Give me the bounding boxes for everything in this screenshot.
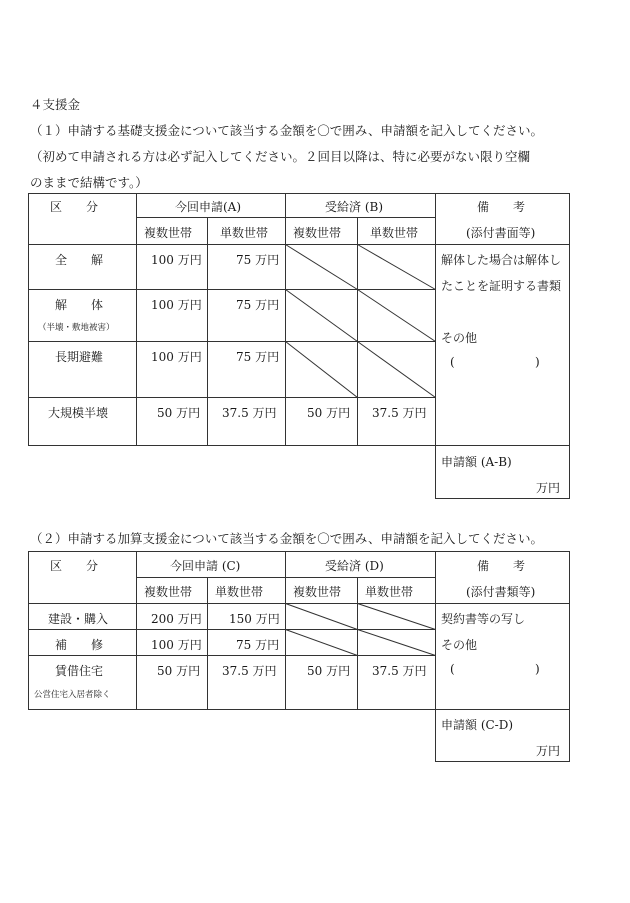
basic-header-category: 区 分 bbox=[50, 200, 99, 214]
additional-row-c-multi: 50 万円 bbox=[157, 664, 201, 678]
additional-amount-unit: 万円 bbox=[536, 744, 561, 758]
basic-remarks-other: その他 bbox=[441, 331, 478, 345]
additional-remarks-line1: 契約書等の写し bbox=[441, 612, 526, 626]
basic-instruction: （１）申請する基礎支援金について該当する金額を〇で囲み、申請額を記入してください。 bbox=[30, 123, 544, 138]
additional-row-c-single: 37.5 万円 bbox=[222, 664, 277, 678]
basic-header-remarks-sub: (添付書面等) bbox=[466, 226, 536, 240]
additional-row-c-single: 75 万円 bbox=[236, 638, 280, 652]
basic-row-a-multi: 50 万円 bbox=[157, 406, 201, 420]
basic-row-a-single: 37.5 万円 bbox=[222, 406, 277, 420]
additional-header-current: 今回申請 (C) bbox=[170, 559, 241, 573]
additional-row-c-single: 150 万円 bbox=[229, 612, 280, 626]
basic-remarks-paren-open: ( bbox=[450, 355, 455, 369]
additional-row-c-multi: 100 万円 bbox=[151, 638, 202, 652]
additional-header-remarks-sub: (添付書類等) bbox=[466, 585, 536, 599]
basic-header-single-a: 単数世帯 bbox=[220, 226, 269, 240]
additional-row-sublabel: 公営住宅入居者除く bbox=[34, 690, 111, 700]
additional-header-multi-c: 複数世帯 bbox=[144, 585, 193, 599]
basic-amount-input[interactable] bbox=[440, 470, 534, 494]
basic-header-single-b: 単数世帯 bbox=[370, 226, 419, 240]
basic-row-a-single: 75 万円 bbox=[236, 350, 280, 364]
section-title: ４支援金 bbox=[30, 97, 81, 112]
additional-header-category: 区 分 bbox=[50, 559, 99, 573]
basic-row-label: 解 体 bbox=[55, 298, 104, 312]
basic-header-received: 受給済 (B) bbox=[325, 200, 383, 214]
additional-amount-input[interactable] bbox=[440, 733, 534, 757]
basic-amount-label: 申請額 (A-B) bbox=[441, 455, 512, 469]
basic-header-multi-b: 複数世帯 bbox=[293, 226, 342, 240]
basic-remarks-paren-close: ) bbox=[535, 355, 540, 369]
additional-remarks-paren-open: ( bbox=[450, 662, 455, 676]
additional-row-label: 補 修 bbox=[55, 638, 104, 652]
additional-amount-label: 申請額 (C-D) bbox=[441, 718, 514, 732]
basic-remarks-line1: 解体した場合は解体し bbox=[441, 253, 562, 267]
basic-remarks-line2: たことを証明する書類 bbox=[441, 279, 562, 293]
basic-header-remarks: 備 考 bbox=[477, 200, 526, 214]
additional-remarks-other: その他 bbox=[441, 638, 478, 652]
basic-row-label: 全 解 bbox=[55, 253, 104, 267]
additional-header-single-c: 単数世帯 bbox=[215, 585, 264, 599]
additional-remarks-paren-close: ) bbox=[535, 662, 540, 676]
basic-amount-unit: 万円 bbox=[536, 481, 561, 495]
additional-row-d-multi: 50 万円 bbox=[307, 664, 351, 678]
basic-row-b-single: 37.5 万円 bbox=[372, 406, 427, 420]
basic-row-sublabel: （半壊・敷地被害） bbox=[38, 323, 115, 333]
basic-row-a-multi: 100 万円 bbox=[151, 298, 202, 312]
basic-note-line2: のままで結構です。） bbox=[30, 175, 148, 190]
basic-row-label: 大規模半壊 bbox=[48, 406, 109, 420]
basic-header-multi-a: 複数世帯 bbox=[144, 226, 193, 240]
additional-row-d-single: 37.5 万円 bbox=[372, 664, 427, 678]
additional-header-received: 受給済 (D) bbox=[325, 559, 384, 573]
additional-header-remarks: 備 考 bbox=[477, 559, 526, 573]
additional-instruction: （２）申請する加算支援金について該当する金額を〇で囲み、申請額を記入してください。 bbox=[30, 531, 544, 546]
additional-row-c-multi: 200 万円 bbox=[151, 612, 202, 626]
basic-row-a-multi: 100 万円 bbox=[151, 253, 202, 267]
additional-header-single-d: 単数世帯 bbox=[365, 585, 414, 599]
basic-row-b-multi: 50 万円 bbox=[307, 406, 351, 420]
additional-header-multi-d: 複数世帯 bbox=[293, 585, 342, 599]
additional-row-label: 賃借住宅 bbox=[55, 664, 104, 678]
basic-row-a-single: 75 万円 bbox=[236, 253, 280, 267]
basic-note-line1: （初めて申請される方は必ず記入してください。２回目以降は、特に必要がない限り空欄 bbox=[30, 149, 531, 164]
additional-row-label: 建設・購入 bbox=[48, 612, 109, 626]
basic-row-a-multi: 100 万円 bbox=[151, 350, 202, 364]
basic-header-current: 今回申請(A) bbox=[175, 200, 242, 214]
basic-row-label: 長期避難 bbox=[55, 350, 104, 364]
basic-row-a-single: 75 万円 bbox=[236, 298, 280, 312]
